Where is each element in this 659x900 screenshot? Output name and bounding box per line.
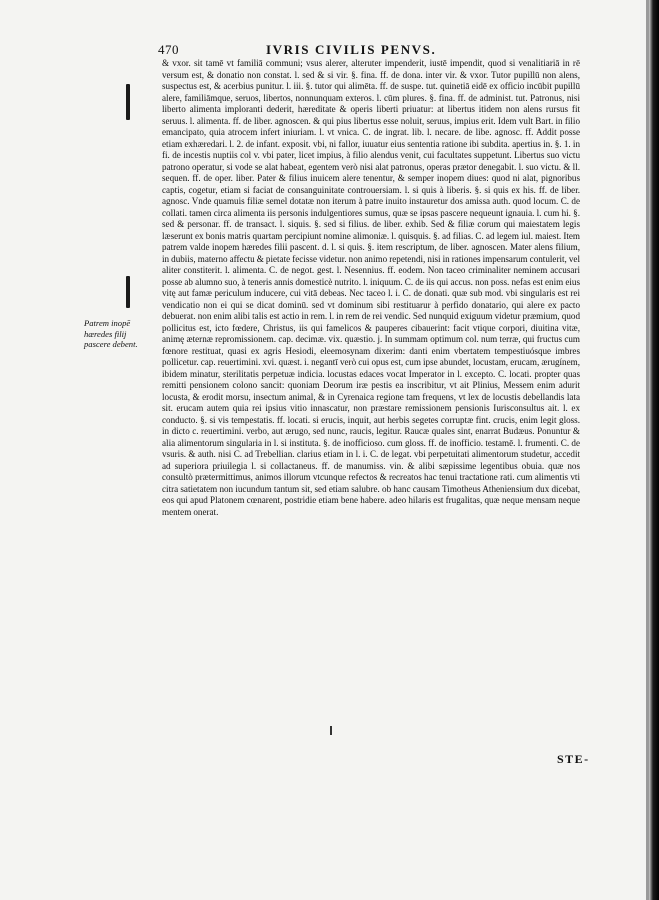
page-header <box>158 42 548 58</box>
running-head: IVRIS CIVILIS PENVS. <box>266 42 437 57</box>
page-number: 470 <box>158 42 179 57</box>
ink-mark <box>126 84 130 120</box>
margin-note-line: hæredes filij <box>84 328 127 339</box>
body-paragraph: & vxor. sit tamē vt familiā communi; vsus alerer, alteruter impenderit, iustē impendit, quod si venalitiariā in rē versum est, & donatio non constat. l. sed & si vir. §. fina. ff. de dona. inter vir. & vxor. Tutor pupillū non alens, suspectus est, & acerbius punitur. l. iii. §. tutor qui alimēta. ff. de suspe. tut. quinetiā eidē ex officio incūbit pupillū alere, familiāmque, seruos, libertos, nonnunquam exteros. l. cūm plures. §. fina. ff. de administ. tut. Patronus, nisi liberto alimenta imploranti dederit, hæreditate & operis liberti priuatur: at libertus itidem non alens rursus fit seruus. l. alimenta. ff. de liber. agnoscen. & qui pius libertus esse noluit, seruus, impius erit. Idem vult Bart. in filio emancipato, quia atrocem infert iniuriam. l. vt vnica. C. de ingrat. lib. l. necare. de libe. agnosc. ff. Addit posse etiam exhæredari. l. 2. de infant. exposit. vbi, ni fallor, iuuatur eius sententia ratione ibi subdita. apertius in. §. 1. in fi. de incestis nuptiis col v. vbi pater, licet impius, à filio alendus venit, cui facultates suppetunt. Libertus suo victu patrono operatur, si vode se alat habeat, egentem verò nisi alat patronus, operas prætor denegabit. l. suo victu. & ll. sequen. ff. de oper. liber. Pater & filius inuicem alere tenentur, & semper inopem diues: quod ni alat, pignoribus captis, cogetur, etiam si faciat de consanguinitate controuersiam. l. si quis à liberis. §. si quis ex his. ff. de liber. agnosc. Vnde quamuis filiæ semel dotatæ non iterum à patre inuito instauretur dos amissa auth. quod locum. C. de collati. tamen circa alimenta iis personis indulgentiores sumus, quæ se ipsas pascere nequeunt ignauia. l. cum hi. §. sed & personar. ff. de transact. l. siquis. §. sed si filius. de liber. exhib. Sed & filiæ corum qui maiestatem legis læserunt ex bonis matris quartam percipiunt nomine alimoniæ. l. quisquis. §. ad filias. C. ad legem iul. maiest. Item patrem valde inopem hæredes filii pascent. d. l. si quis. §. item rescriptum, de liber. agnoscen. Mater alens filium, in dubiis, materno affectu & pietate fecisse videtur. non animo repetendi, nisi in rationes impensarum contulerit, vel aliter constiterit. l. alimenta. C. de negot. gest. l. Nesennius. ff. eodem. Non taceo criminaliter neminem accusari posse ab alumno suo, à teneris annis domesticè nutrito. l. iniquum. C. de iis qui accus. non poss. nefas est enim eius vitę aut famæ periculum inducere, cui vitā debeas. Nec taceo l. i. C. de donati. quæ sub mod. vbi singularis est rei vendicatio non ei qui se dicat dominū. sed vt dominum sibi restituarur à perfido donatario, qui alere ex pacto debuerat. non enim alibi talis est actio in rem. l. in rem de rei vendic. Sed nunquid exiguum videtur præmium, quod pollicitus est, icto fœdere, Christus, iis qui famelicos & pauperes cibauerint: facit vtique corpori, diuitina vitæ, animę æternæ repromissionem. cap. decimæ. vix. quæstio. j. In summam optimum col. num terræ, qui fructus cum fœnore restituat, quasi ex agris Hesiodi, eleemosynam dixerim: danti enim vbertatem tempestiuósque imbres pollicetur. cap. reuertimini. xvi. quæst. i. negantī verò cui opus est, cum ipse abundet, locustam, erucam, ærugínem, ibidem minatur, sterilitatis perpetuæ indicia. locustas edaces vocat Imperator in l. excepto. C. locati. propter quas remitti pensionem colono sancit: quoniam Deorum iræ pestis ea inscribitur, vt ait Plinius, Messem enim adurit locusta, & erodit morsu, insectum animal, & in Cyrenaica regione tam frequens, vt lex de locustis debellandis lata sit. erucam autem quia rei ipsius vitio innascatur, non præstare remissionem pensionis Iurisconsultus ait. l. ex conducto. §. si vis tempestatis. ff. locati. si erucis, inquit, aut herbis segetes corruptæ fint. crucis, enim legit gloss. in dicto c. reuertimini. verbo, aut ærugo, sed nunc, raucis, legitur. Raucæ quales sint, enarrat Budæus. Ponuntur & alia alimentorum singularia in l. si instituta. §. de inofficioso. cum gloss. ff. de inofficio. testamē. l. frumenti. C. de vsuris. & auth. nisi C. ad Trebellian. clarius etiam in l. i. C. de legat. vbi perpetuitati alimentorum studetur, accedit ad superiora priuilegia l. si collactaneus. ff. de manumiss. vin. & alibi sæpissime legentibus obuia. quæ nos consultò prætermittimus, animos illorum vtcunque refectos & recreatos hac tenui tractatione rati. cum alimentis vti citra satietatem non iucundum tantum sit, sed etiam salubre. ob hanc causam Timotheus Atheniensium dux dicebat, eos qui apud Platonem cœnarent, postridie etiam bene habere. adeo hilaris est frugalitas, quæ neque mensam neque mentem onerat. <box>162 58 580 517</box>
ink-mark <box>330 726 332 735</box>
catchword: STE- <box>557 752 590 766</box>
ink-mark <box>126 276 130 308</box>
margin-note <box>84 318 160 350</box>
main-text-block <box>162 58 580 518</box>
scan-border <box>649 0 659 900</box>
margin-note-line: pascere debent. <box>84 339 138 349</box>
margin-note-line: Patrem inopē <box>84 318 131 328</box>
